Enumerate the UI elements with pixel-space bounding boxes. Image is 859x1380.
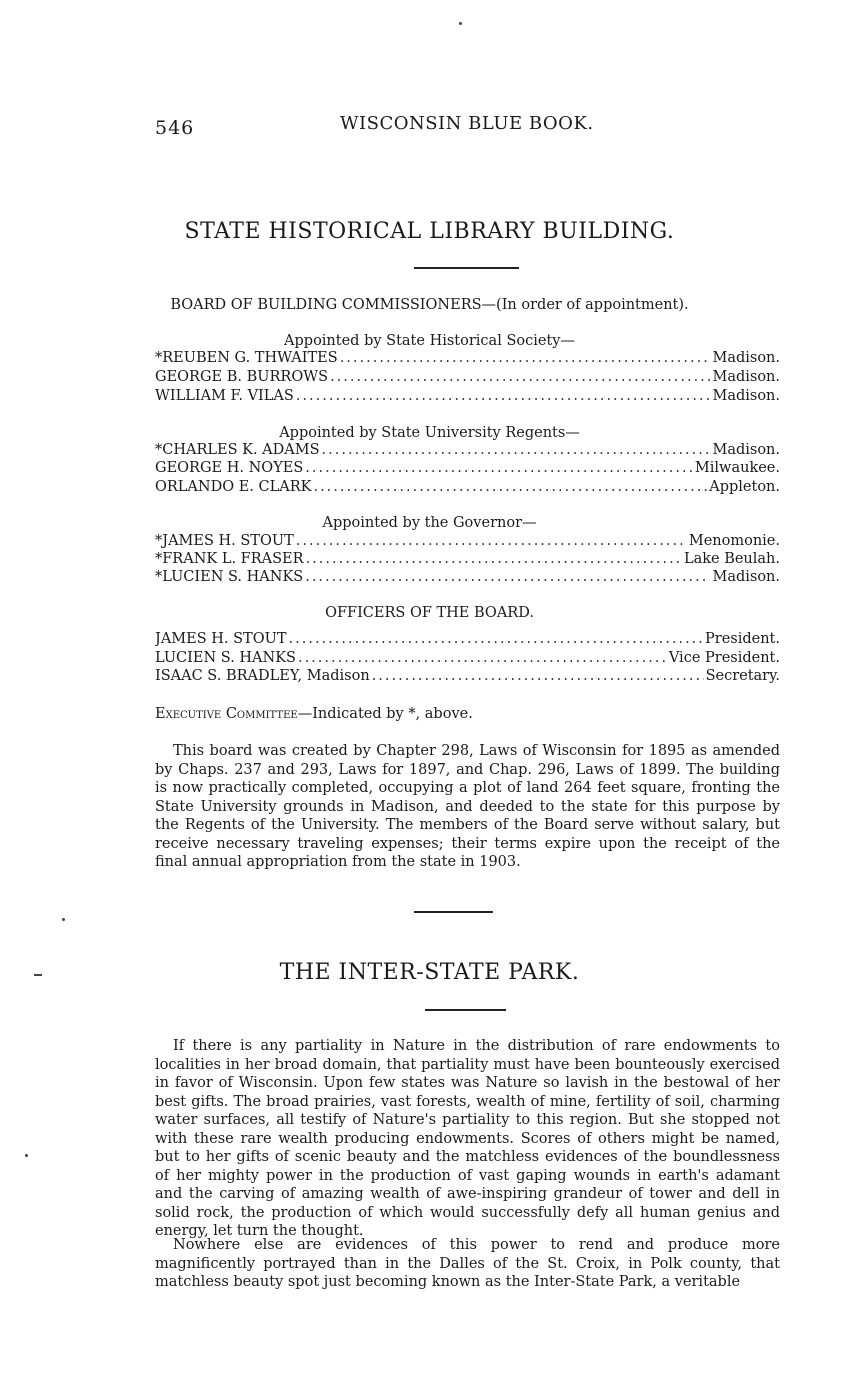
- member-row: [155, 569, 780, 585]
- leader-dots: [306, 551, 682, 567]
- member-row: [155, 369, 780, 385]
- leader-dots: [289, 631, 703, 647]
- member-row: [155, 388, 780, 404]
- officer-role: Secretary.: [705, 668, 780, 684]
- running-head: WISCONSIN BLUE BOOK.: [340, 113, 594, 134]
- board-heading: BOARD OF BUILDING COMMISSIONERS—(In order of appointment).: [170, 297, 689, 313]
- officers-heading: OFFICERS OF THE BOARD.: [325, 605, 534, 621]
- section-title-park: THE INTER-STATE PARK.: [279, 960, 580, 985]
- member-name: *JAMES H. STOUT: [155, 533, 294, 549]
- title-rule: [414, 267, 519, 269]
- member-name: *FRANK L. FRASER: [155, 551, 304, 567]
- leader-dots: [296, 533, 687, 549]
- member-place: Madison.: [712, 350, 780, 366]
- library-paragraph: This board was created by Chapter 298, Laws of Wisconsin for 1895 as amended by Chaps. 237 and 293, Laws for 1897, and Chap. 296, Laws of 1899. The building is now practically completed, occupying a plot of land 264 feet square, fronting the State University grounds in Madison, and deeded to the state for this purpose by the Regents of the University. The members of the Board serve without salary, but receive necessary traveling expenses; their terms expire upon the receipt of the final annual appropriation from the state in 1903.: [155, 743, 780, 870]
- group-heading: Appointed by State Historical Society—: [284, 333, 575, 349]
- member-place: Madison.: [712, 442, 780, 458]
- park-paragraph: Nowhere else are evidences of this power to rend and produce more magnificently portrayed than in the Dalles of the St. Croix, in Polk county, that matchless beauty spot just becoming known as the Inter-State Park, a veritable: [155, 1237, 780, 1290]
- member-place: Lake Beulah.: [683, 551, 780, 567]
- member-name: GEORGE B. BURROWS: [155, 369, 329, 385]
- leader-dots: [322, 442, 711, 458]
- member-name: WILLIAM F. VILAS: [155, 388, 294, 404]
- member-place: Milwaukee.: [694, 460, 780, 476]
- page-number: 546: [155, 117, 195, 139]
- officer-row: [155, 631, 780, 647]
- officer-row: [155, 650, 780, 666]
- member-name: ORLANDO E. CLARK: [155, 479, 312, 495]
- member-row: [155, 479, 780, 495]
- leader-dots: [298, 650, 667, 666]
- group-heading: Appointed by the Governor—: [322, 515, 537, 531]
- leader-dots: [330, 369, 710, 385]
- member-name: *REUBEN G. THWAITES: [155, 350, 338, 366]
- section-divider: [414, 911, 493, 913]
- print-speck: [459, 22, 462, 25]
- member-place: Madison.: [712, 388, 780, 404]
- member-name: *CHARLES K. ADAMS: [155, 442, 320, 458]
- group-heading: Appointed by State University Regents—: [279, 425, 580, 441]
- print-speck: [25, 1154, 28, 1157]
- print-speck: [62, 918, 65, 921]
- park-paragraph: If there is any partiality in Nature in the distribution of rare endowments to localities in her broad domain, that partiality must have been bounteously exercised in favor of Wisconsin. Upon few states was Nature so lavish in the bestowal of her best gifts. The broad prairies, vast forests, wealth of mine, fertility of soil, charming water surfaces, all testify of Nature's partiality to this region. But she stopped not with these rare wealth producing endowments. Scores of others might be named, but to her gifts of scenic beauty and the matchless evidences of the boundlessness of her mighty power in the production of vast gaping wounds in earth's adamant and the carving of amazing wealth of awe-inspiring grandeur of tower and dell in solid rock, the production of which would successfully defy all human genius and energy, let turn the thought.: [155, 1038, 780, 1239]
- member-place: Madison.: [712, 369, 780, 385]
- member-row: [155, 442, 780, 458]
- leader-dots: [340, 350, 711, 366]
- member-row: [155, 533, 780, 549]
- leader-dots: [305, 460, 693, 476]
- officer-role: Vice President.: [668, 650, 780, 666]
- member-row: [155, 460, 780, 476]
- member-name: *LUCIEN S. HANKS: [155, 569, 304, 585]
- leader-dots: [305, 569, 710, 585]
- executive-committee-note: [155, 706, 473, 722]
- officer-name: LUCIEN S. HANKS: [155, 650, 296, 666]
- officer-name: JAMES H. STOUT: [155, 631, 287, 647]
- member-place: Madison.: [712, 569, 780, 585]
- leader-dots: [372, 668, 704, 684]
- leader-dots: [296, 388, 711, 404]
- executive-text: —Indicated by *, above.: [297, 706, 473, 722]
- member-place: Menomonie.: [688, 533, 780, 549]
- section-title-library: STATE HISTORICAL LIBRARY BUILDING.: [184, 219, 675, 244]
- member-name: GEORGE H. NOYES: [155, 460, 304, 476]
- officer-role: President.: [705, 631, 780, 647]
- member-row: [155, 350, 780, 366]
- officer-name: ISAAC S. BRADLEY, Madison: [155, 668, 370, 684]
- member-row: [155, 551, 780, 567]
- executive-label: Executive Committee: [155, 706, 298, 722]
- member-place: Appleton.: [709, 479, 780, 495]
- officer-row: [155, 668, 780, 684]
- leader-dots: [313, 479, 707, 495]
- title-rule: [425, 1009, 506, 1011]
